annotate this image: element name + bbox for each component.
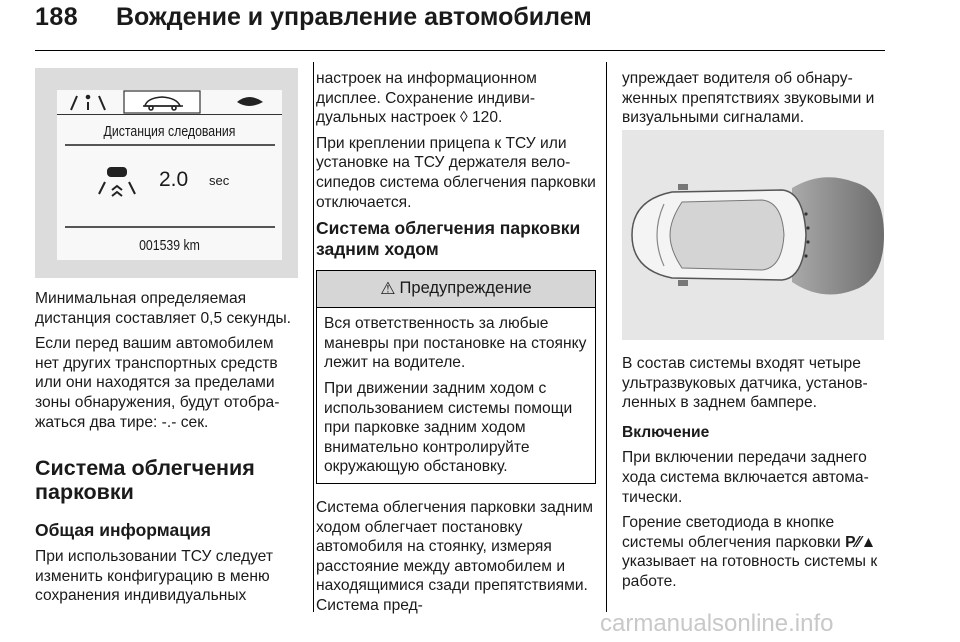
- parking-assist-button-icon: P⁄⁄▲: [845, 533, 877, 551]
- display-tab-bar: [57, 90, 282, 115]
- warning-body: [317, 308, 595, 483]
- driver-info-display: [35, 68, 298, 278]
- eco-leaf-icon: [237, 97, 263, 106]
- page-title: Вождение и управление автомобилем: [116, 3, 592, 31]
- watermark: carmanualsonline.info: [600, 610, 834, 637]
- paragraph: При использовании ТСУ следует изменить конфигурацию в меню сохранения индивидуальных: [35, 548, 273, 605]
- warning-header: [317, 271, 595, 308]
- display-label: Дистанция следования: [103, 123, 236, 140]
- warning-triangle-icon: ⚠: [380, 279, 396, 299]
- column-divider-2: [606, 62, 607, 612]
- subsection-heading: Общая информация: [35, 520, 211, 541]
- paragraph: [622, 513, 890, 591]
- column-3: [622, 69, 890, 134]
- warning-paragraph: При движении задним ходом с использованием системы помощи при парковке задним ходом внимательно контролируйте окружающую обстановку.: [324, 379, 573, 476]
- warning-title: Предупреждение: [399, 279, 532, 298]
- warning-box: [316, 270, 596, 484]
- page-number: 188: [35, 3, 79, 31]
- paragraph-text: указывает на готовность системы к работе.: [622, 553, 878, 590]
- following-distance-value: 2.0: [159, 168, 189, 191]
- lane-icon: [71, 96, 105, 110]
- header-rule: [35, 50, 885, 51]
- following-distance-unit: sec: [209, 173, 230, 188]
- paragraph-heading: Включение: [622, 423, 710, 441]
- warning-paragraph: Вся ответственность за любые маневры при постановке на стоянку лежит на водителе.: [324, 315, 587, 372]
- paragraph: При креплении прицепа к ТСУ или установке на ТСУ держателя велосипедов система облегчения парковки отключается.: [316, 134, 596, 211]
- paragraph: При включении передачи заднего хода система включается автоматически.: [622, 449, 869, 506]
- display-separator-bottom: [65, 226, 275, 228]
- paragraph: В состав системы входят четыре ультразвуковых датчика, установленных в заднем бампере.: [622, 355, 868, 412]
- paragraph: настроек на информационном дисплее. Сохранение индивидуальных настроек ◊ 120.: [316, 70, 537, 127]
- following-distance-icon: [97, 166, 137, 202]
- paragraph: Система облегчения парковки задним ходом облегчает постановку автомобиля на стоянку, измеряя расстояние между автомобилем и находящимися сзади препятствиями. Система пред-: [316, 498, 593, 614]
- car-top-view-diagram: [622, 130, 884, 340]
- paragraph: упреждает водителя об обнаруженных препятствиях звуковыми и визуальными сигналами.: [622, 70, 875, 127]
- parking-sensor-illustration: [622, 130, 884, 340]
- section-heading: Система облегчения парковки: [35, 456, 255, 505]
- odometer-reading: 001539 km: [139, 237, 200, 254]
- display-tab-icons: [57, 90, 282, 114]
- column-1: [35, 289, 300, 612]
- display-screen: [57, 90, 282, 260]
- paragraph: Если перед вашим автомобилем нет других транспортных средств или они находятся за пределами зоны обнаружения, будут отображаться два тире: -.- сек.: [35, 335, 280, 431]
- paragraph: Минимальная определяемая дистанция составляет 0,5 секунды.: [35, 290, 291, 327]
- column-divider-1: [313, 62, 314, 612]
- active-tab-frame: [124, 91, 200, 113]
- subsection-heading: Система облегчения парковки задним ходом: [316, 218, 581, 260]
- column-2: [316, 69, 596, 621]
- column-3-lower: [622, 354, 890, 598]
- display-separator-top: [65, 144, 275, 146]
- paragraph-text: Горение светодиода в кнопке системы облегчения парковки: [622, 514, 841, 551]
- car-top-view-icon: [632, 184, 810, 286]
